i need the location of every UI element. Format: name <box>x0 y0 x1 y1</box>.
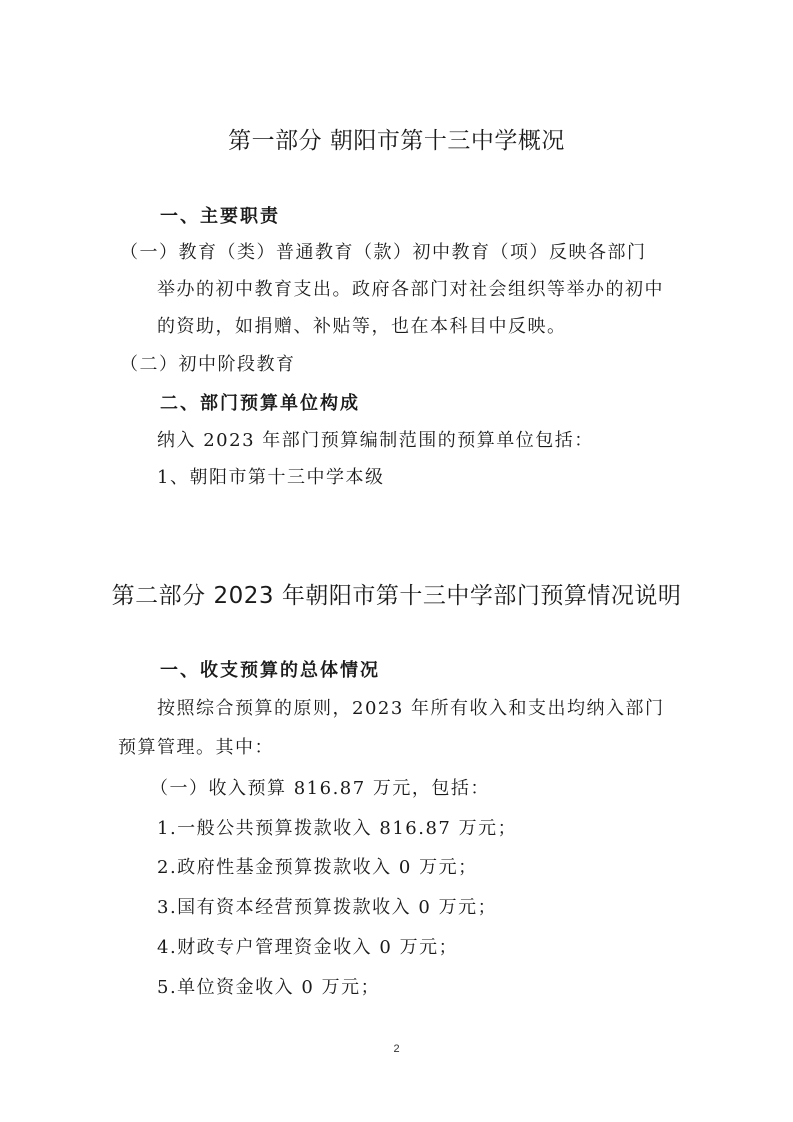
duty-line-1: （一）教育（类）普通教育（款）初中教育（项）反映各部门 <box>120 242 647 263</box>
duty-line-4: （二）初中阶段教育 <box>120 354 296 375</box>
units-intro: 纳入 2023 年部门预算编制范围的预算单位包括： <box>157 430 594 451</box>
part1-section2-heading: 二、部门预算单位构成 <box>160 393 360 414</box>
income-item-1: 1.一般公共预算拨款收入 816.87 万元； <box>157 818 518 839</box>
intro-line-2: 预算管理。其中： <box>118 737 274 758</box>
part2-section1-heading: 一、收支预算的总体情况 <box>160 660 380 681</box>
part1-section1-heading: 一、主要职责 <box>160 206 280 227</box>
intro-line-1: 按照综合预算的原则，2023 年所有收入和支出均纳入部门 <box>157 698 665 719</box>
income-total: （一）收入预算 816.87 万元，包括： <box>150 778 490 799</box>
duty-line-3: 的资助，如捐赠、补贴等，也在本科目中反映。 <box>157 316 567 337</box>
income-item-3: 3.国有资本经营预算拨款收入 0 万元； <box>157 897 498 918</box>
duty-line-2: 举办的初中教育支出。政府各部门对社会组织等举办的初中 <box>157 279 664 300</box>
income-item-2: 2.政府性基金预算拨款收入 0 万元； <box>157 857 478 878</box>
part1-title: 第一部分 朝阳市第十三中学概况 <box>228 128 565 154</box>
income-item-4: 4.财政专户管理资金收入 0 万元； <box>157 937 459 958</box>
income-item-5: 5.单位资金收入 0 万元； <box>157 977 381 998</box>
unit-item-1: 1、朝阳市第十三中学本级 <box>157 467 385 488</box>
part2-title: 第二部分 2023 年朝阳市第十三中学部门预算情况说明 <box>111 583 682 609</box>
page-number: 2 <box>393 1043 400 1055</box>
